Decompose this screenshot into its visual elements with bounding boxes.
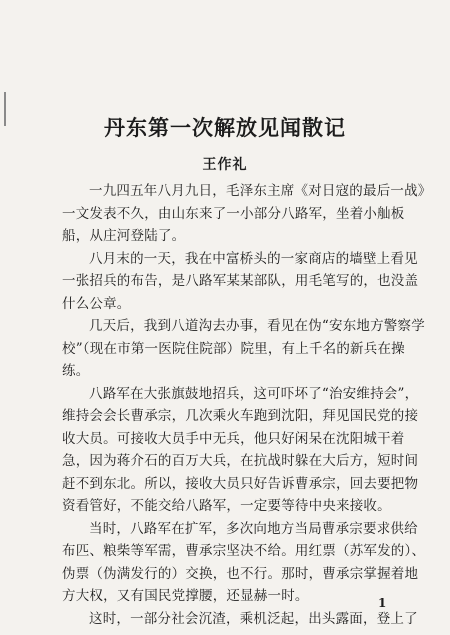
paragraph: 几天后，我到八道沟去办事，看见在伪“安东地方警察学校”（现在市第一医院住院部）院里，有上千名的新兵在操练。 — [62, 318, 425, 379]
article-body — [62, 180, 428, 630]
article-author: 王作礼 — [202, 157, 248, 173]
paragraph: 八月末的一天，我在中富桥头的一家商店的墙壁上看见一张招兵的布告，是八路军某某部队，用毛笔写的，也没盖什么公章。 — [62, 250, 419, 312]
paragraph: 一九四五年八月九日，毛泽东主席《对日寇的最后一战》一文发表不久，由山东来了一小部分八路军，坐着小舢板船，从庄河登陆了。 — [62, 183, 425, 244]
page-number: 1 — [378, 596, 387, 610]
article-title: 丹东第一次解放见闻散记 — [104, 115, 346, 140]
paragraph: 当时，八路军在扩军，多次向地方当局曹承宗要求供给布匹、粮柴等军需，曹承宗坚决不给。用红票（苏军发的）、伪票（伪满发行的）交换，也不行。那时，曹承宗掌握着地方大权，又有国民党撑腰，还显赫一时。 — [62, 520, 426, 604]
paragraph: 八路军在大张旗鼓地招兵，这可吓坏了“治安维持会”，维持会会长曹承宗，几次乘火车跑到沈阳，拜见国民党的接收大员。可接收大员手中无兵，他只好闲呆在沈阳城干着急，因为蒋介石的百万大兵，在抗战时躲在大后方，短时间赶不到东北。所以，接收大员只好告诉曹承宗，回去要把物资看管好，不能交给八路军，一定要等待中央来接收。 — [62, 385, 419, 514]
paragraph: 这时，一部分社会沉渣，乘机泛起，出头露面，登上了 — [89, 610, 418, 627]
